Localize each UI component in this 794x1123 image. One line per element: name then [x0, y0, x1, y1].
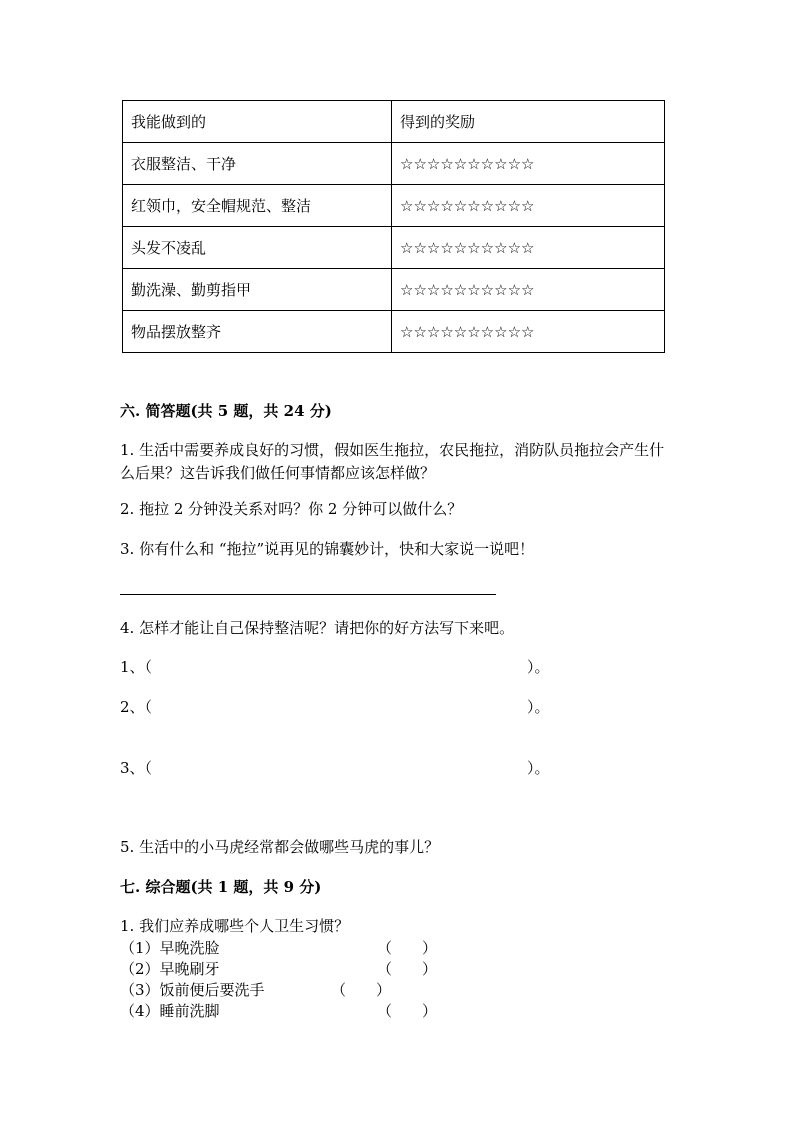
table-cell-reward: ☆☆☆☆☆☆☆☆☆☆ [392, 185, 665, 227]
table-row [123, 269, 665, 311]
q4-item-3-open: 3、（ [120, 759, 153, 777]
q4-item-2-open: 2、（ [120, 698, 153, 716]
q4-item-3-close: ）。 [527, 759, 550, 777]
table-cell-reward: ☆☆☆☆☆☆☆☆☆☆ [392, 143, 665, 185]
table-row [123, 185, 665, 227]
reward-table [122, 100, 665, 353]
table-cell-item: 物品摆放整齐 [123, 311, 392, 353]
habit-label-1: （1）早晚洗脸 [120, 939, 220, 957]
question-6-4: 4. 怎样才能让自己保持整洁呢？请把你的好方法写下来吧。 [120, 619, 515, 637]
question-6-5: 5. 生活中的小马虎经常都会做哪些马虎的事儿？ [120, 838, 440, 856]
q4-item-1-close: ）。 [527, 658, 550, 676]
table-row [123, 311, 665, 353]
question-6-1: 1. 生活中需要养成良好的习惯，假如医生拖拉，农民拖拉，消防队员拖拉会产生什么后果？这告诉我们做任何事情都应该怎样做？ [120, 441, 665, 482]
habit-paren-4[interactable]: （ ） [377, 1002, 438, 1020]
habit-paren-1[interactable]: （ ） [377, 939, 438, 957]
habit-label-2: （2）早晚刷牙 [120, 960, 220, 978]
question-6-3: 3. 你有什么和 “拖拉”说再见的锦囊妙计，快和大家说一说吧！ [120, 540, 535, 558]
habit-paren-2[interactable]: （ ） [377, 960, 438, 978]
section-6-title: 六. 简答题(共 5 题，共 24 分) [120, 402, 332, 420]
habit-label-3: （3）饭前便后要洗手 [120, 981, 265, 999]
table-cell-item: 头发不凌乱 [123, 227, 392, 269]
table-cell-reward: ☆☆☆☆☆☆☆☆☆☆ [392, 227, 665, 269]
table-cell-item: 红领巾，安全帽规范、整洁 [123, 185, 392, 227]
table-header-cell: 我能做到的 [123, 101, 392, 143]
question-7-1: 1. 我们应养成哪些个人卫生习惯？ [120, 917, 350, 935]
question-6-2: 2. 拖拉 2 分钟没关系对吗？你 2 分钟可以做什么？ [120, 500, 463, 518]
table-cell-reward: ☆☆☆☆☆☆☆☆☆☆ [392, 311, 665, 353]
habit-label-4: （4）睡前洗脚 [120, 1002, 220, 1020]
habit-paren-3[interactable]: （ ） [331, 981, 392, 999]
table-header-cell: 得到的奖励 [392, 101, 665, 143]
table-row [123, 143, 665, 185]
table-row [123, 227, 665, 269]
table-header-row [123, 101, 665, 143]
answer-line[interactable] [120, 594, 496, 595]
section-7-title: 七. 综合题(共 1 题，共 9 分) [120, 878, 322, 896]
table-cell-item: 勤洗澡、勤剪指甲 [123, 269, 392, 311]
table-cell-item: 衣服整洁、干净 [123, 143, 392, 185]
q4-item-1-open: 1、（ [120, 658, 153, 676]
table-cell-reward: ☆☆☆☆☆☆☆☆☆☆ [392, 269, 665, 311]
q4-item-2-close: ）。 [527, 698, 550, 716]
